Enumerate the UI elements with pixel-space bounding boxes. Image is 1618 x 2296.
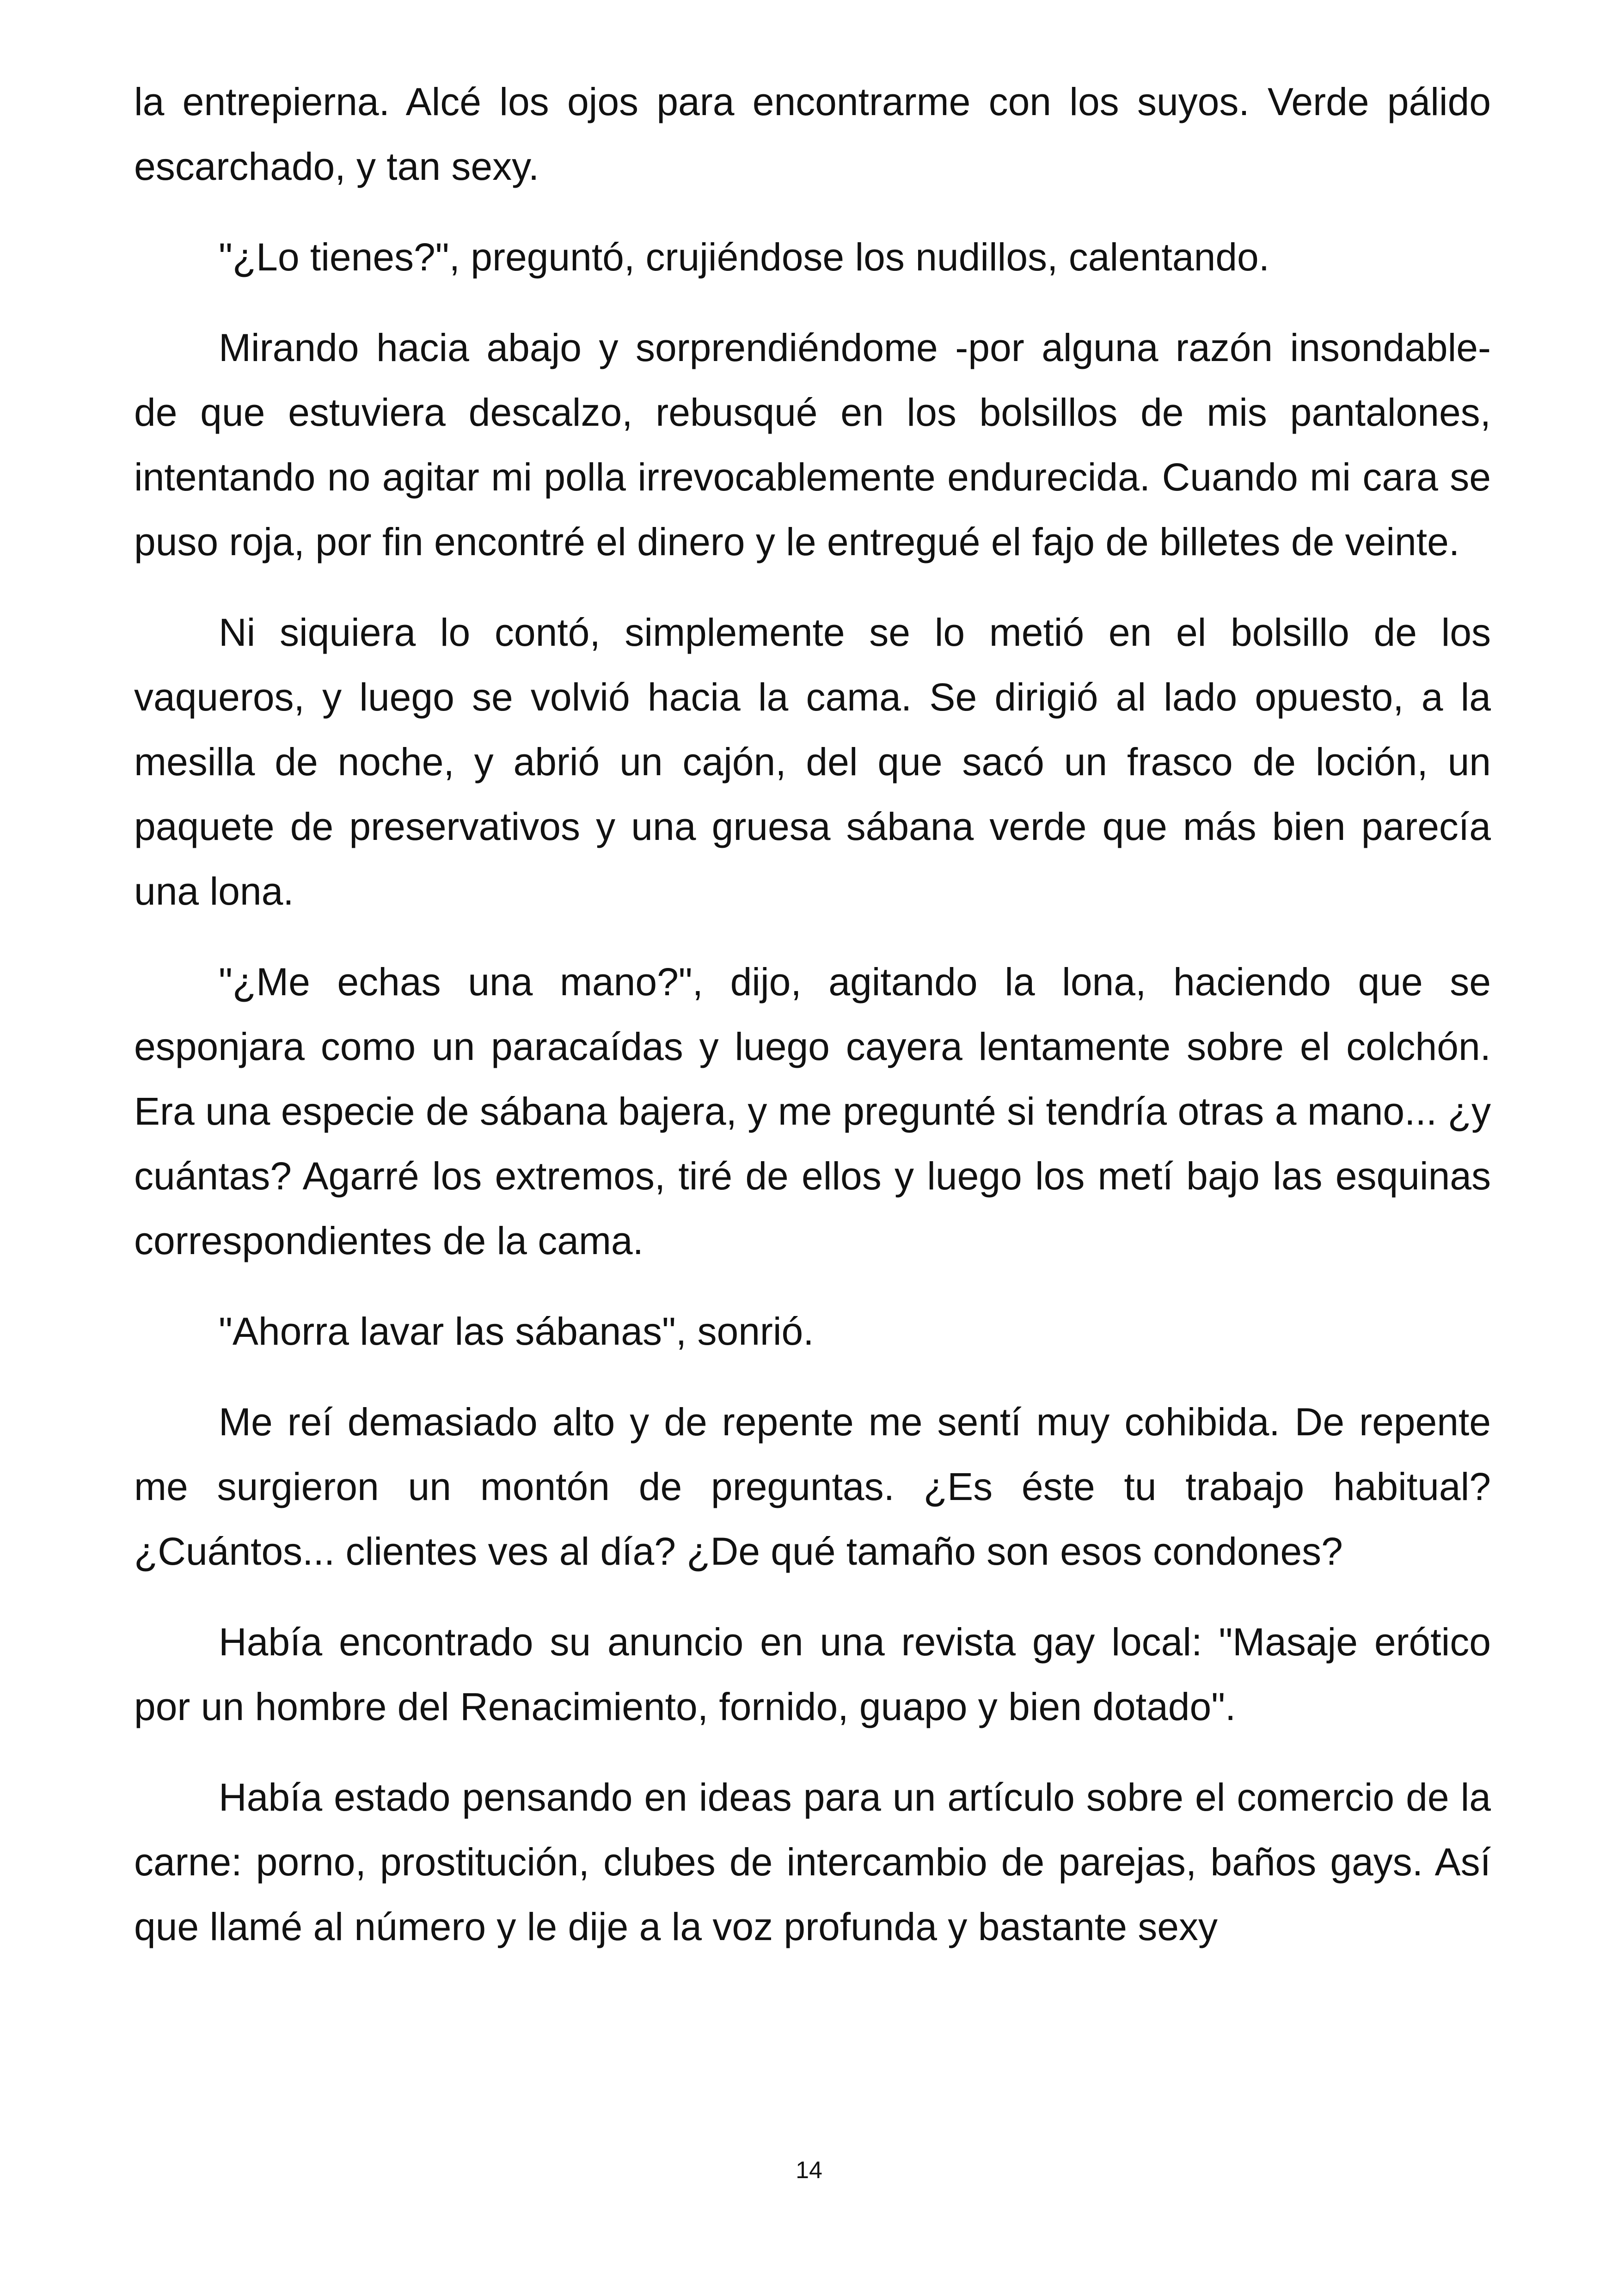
page-body [134,69,1491,1985]
paragraph: Me reí demasiado alto y de repente me sentí muy cohibida. De repente me surgieron un montón de preguntas. ¿Es éste tu trabajo habitual? ¿Cuántos... clientes ves al día? ¿De qué tamaño son esos condones? [134,1400,1491,1573]
paragraph: Había encontrado su anuncio en una revista gay local: "Masaje erótico por un hombre del Renacimiento, fornido, guapo y bien dotado". [134,1620,1491,1728]
paragraph: "Ahorra lavar las sábanas", sonrió. [219,1310,814,1353]
paragraph: la entrepierna. Alcé los ojos para encontrarme con los suyos. Verde pálido escarchado, y tan sexy. [134,80,1491,188]
paragraph: Ni siquiera lo contó, simplemente se lo metió en el bolsillo de los vaqueros, y luego se volvió hacia la cama. Se dirigió al lado opuesto, a la mesilla de noche, y abrió un cajón, del que sacó un frasco de loción, un paquete de preservativos y una gruesa sábana verde que más bien parecía una lona. [134,611,1491,913]
paragraph: Mirando hacia abajo y sorprendiéndome -por alguna razón insondable- de que estuviera descalzo, rebusqué en los bolsillos de mis pantalones, intentando no agitar mi polla irrevocablemente endurecida. Cuando mi cara se puso roja, por fin encontré el dinero y le entregué el fajo de billetes de veinte. [134,326,1491,563]
paragraph: "¿Me echas una mano?", dijo, agitando la lona, haciendo que se esponjara como un paracaídas y luego cayera lentamente sobre el colchón. Era una especie de sábana bajera, y me pregunté si tendría otras a mano... ¿y cuántas? Agarré los extremos, tiré de ellos y luego los metí bajo las esquinas correspondientes de la cama. [134,960,1491,1262]
paragraph: "¿Lo tienes?", preguntó, crujiéndose los nudillos, calentando. [219,235,1270,279]
paragraph: Había estado pensando en ideas para un artículo sobre el comercio de la carne: porno, prostitución, clubes de intercambio de parejas, baños gays. Así que llamé al número y le dije a la voz profunda y bastante sexy [134,1776,1491,1948]
page-number: 14 [796,2157,822,2184]
